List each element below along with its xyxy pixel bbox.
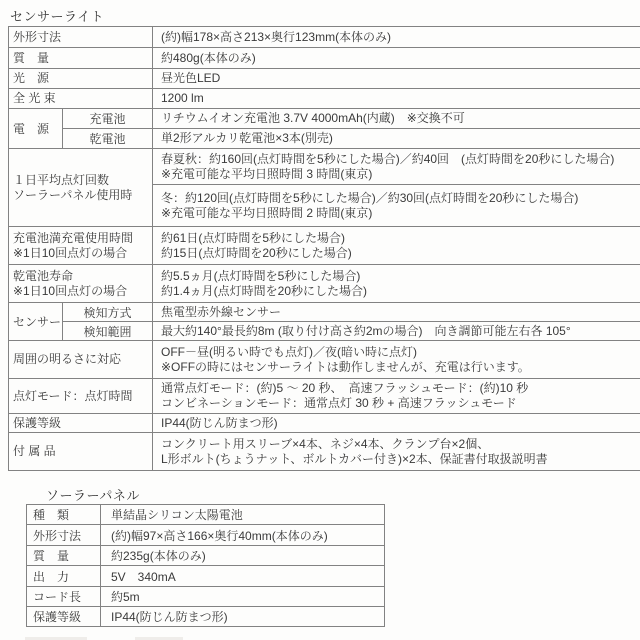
spec-label-text: 周囲の明るさに対応 — [13, 352, 122, 366]
spec-label-text: 質 量 — [33, 549, 70, 563]
spec-label — [9, 265, 153, 302]
spec-row-weight — [9, 48, 640, 69]
spec-row-protection-rating — [9, 414, 640, 433]
spec-value — [153, 265, 640, 302]
spec-label — [9, 149, 153, 226]
spec-label-text: 質 量 — [13, 50, 50, 65]
spec-value — [153, 48, 640, 68]
spec-value-line2: L形ボルト(ちょうナット、ボルトカバー付き)×2本、保証書付取扱説明書 — [161, 451, 548, 466]
solar-panel-spec-table — [26, 504, 385, 627]
spec-label — [27, 525, 101, 545]
solar-row-dimensions — [27, 525, 384, 546]
spec-label — [9, 89, 153, 108]
spec-label-text: センサー — [13, 315, 62, 329]
power-subrow-rechargeable — [63, 109, 640, 129]
spec-label-text: 外形寸法 — [13, 29, 62, 44]
spec-label — [27, 566, 101, 586]
solar-row-protection-rating — [27, 607, 384, 627]
solar-row-type — [27, 505, 384, 525]
spec-label — [9, 227, 153, 264]
spec-row-sensor — [9, 303, 640, 341]
spec-value — [153, 414, 640, 432]
spec-value — [101, 525, 384, 545]
spec-value-text: 単結晶シリコン太陽電池 — [111, 508, 243, 522]
spec-value — [101, 587, 384, 606]
spec-label — [9, 379, 153, 413]
spec-value-text: 約5m — [111, 590, 140, 604]
spec-value-text: 5V 340mA — [111, 569, 176, 584]
spec-row-full-charge-duration — [9, 227, 640, 265]
spec-value — [101, 566, 384, 586]
spec-value-line2: 約15日(点灯時間を20秒にした場合) — [161, 245, 352, 260]
spec-row-light-source — [9, 69, 640, 89]
power-subrows — [63, 109, 640, 148]
sensor-subrows — [63, 303, 640, 340]
spec-value — [153, 341, 640, 378]
spec-value-line1: 約61日(点灯時間を5秒にした場合) — [161, 230, 346, 245]
spec-value-line1: 春夏秋：約160回(点灯時間を5秒にした場合)／約40回 (点灯時間を20秒にした場合) — [161, 151, 615, 166]
spec-label — [9, 433, 153, 470]
spec-value — [153, 379, 640, 413]
spec-value-text: IP44(防じん防まつ形) — [111, 610, 228, 624]
solar-row-cord-length — [27, 587, 384, 607]
spec-value — [153, 227, 640, 264]
spec-value-line1: 冬：約120回(点灯時間を5秒にした場合)／約30回(点灯時間を20秒にした場合) — [161, 190, 579, 205]
spec-sublabel — [63, 129, 153, 148]
spec-label-text: 種 類 — [33, 508, 70, 522]
solar-row-weight — [27, 546, 384, 566]
spec-value-text: リチウムイオン充電池 3.7V 4000mAh(内蔵) ※交換不可 — [161, 111, 465, 125]
spec-value-text: IP44(防じん防まつ形) — [161, 415, 278, 430]
spec-value — [153, 69, 640, 88]
spec-label — [27, 587, 101, 606]
spec-row-dimensions — [9, 27, 640, 48]
spec-label-text: 点灯モード：点灯時間 — [13, 388, 133, 403]
spec-value-line2: コンビネーションモード：通常点灯 30 秒 + 高速フラッシュモード — [161, 396, 517, 410]
spec-value-line2: ※充電可能な平均日照時間 3 時間(東京) — [161, 166, 373, 181]
spec-value-line1: 約5.5ヵ月(点灯時間を5秒にした場合) — [161, 268, 361, 283]
spec-value-line2: 約1.4ヵ月(点灯時間を20秒にした場合) — [161, 283, 368, 298]
spec-sublabel-text: 充電池 — [89, 112, 126, 126]
spec-sublabel — [63, 109, 153, 128]
spec-sublabel — [63, 303, 153, 321]
spec-label-power — [9, 109, 63, 148]
spec-label-text: 外形寸法 — [33, 528, 82, 543]
spec-value — [153, 303, 640, 321]
spec-value — [101, 505, 384, 524]
spec-label — [9, 414, 153, 432]
power-subrow-dry-battery — [63, 129, 640, 148]
spec-row-daily-count — [9, 149, 640, 227]
spec-label-line1: １日平均点灯回数 — [13, 172, 110, 187]
spec-sublabel-text: 検知範囲 — [83, 324, 132, 339]
spec-label-text: 全 光 束 — [13, 91, 56, 105]
spec-label-text: 保護等級 — [33, 610, 82, 624]
spec-value — [153, 27, 640, 47]
spec-label-text: 付 属 品 — [13, 444, 56, 458]
spec-sublabel-text: 乾電池 — [89, 132, 126, 146]
spec-label-line1: 充電池満充電使用時間 — [13, 230, 134, 245]
spec-value — [153, 109, 640, 128]
spec-label-sensor — [9, 303, 63, 340]
spec-label — [27, 546, 101, 565]
spec-label-text: 保護等級 — [13, 415, 62, 430]
spec-label — [9, 27, 153, 47]
spec-value-text: 単2形アルカリ乾電池×3本(別売) — [161, 131, 333, 145]
spec-value-text: 約480g(本体のみ) — [161, 50, 256, 65]
spec-value-text: (約)幅97×高さ166×奥行40mm(本体のみ) — [111, 528, 328, 543]
daily-count-winter — [153, 185, 640, 226]
spec-value-text: 昼光色LED — [161, 71, 221, 85]
spec-label — [9, 341, 153, 378]
spec-label — [27, 505, 101, 524]
spec-value-text: 約235g(本体のみ) — [111, 549, 206, 563]
spec-value — [153, 433, 640, 470]
spec-label — [27, 607, 101, 626]
spec-value-line1: コンクリート用スリーブ×4本、ネジ×4本、クランプ台×2個、 — [161, 436, 490, 451]
spec-value — [153, 89, 640, 108]
spec-label-line2: ソーラーパネル使用時 — [13, 187, 133, 202]
spec-value — [101, 607, 384, 626]
sensor-subrow-range — [63, 322, 640, 340]
spec-value-text: (約)幅178×高さ213×奥行123mm(本体のみ) — [161, 29, 392, 44]
spec-value — [153, 322, 640, 340]
spec-value-line1: 通常点灯モード：(約)5 ～ 20 秒、 高速フラッシュモード：(約)10 秒 — [161, 381, 529, 395]
spec-value-line2: ※充電可能な平均日照時間 2 時間(東京) — [161, 205, 373, 220]
spec-label — [9, 69, 153, 88]
sensor-light-spec-table — [8, 26, 640, 471]
sensor-light-section-title: センサーライト — [10, 9, 105, 24]
spec-value — [101, 546, 384, 565]
spec-value — [153, 129, 640, 148]
spec-row-luminous-flux — [9, 89, 640, 109]
spec-value-text: 最大約140°最長約8m (取り付け高さ約2mの場合) 向き調節可能左右各 105° — [161, 323, 571, 338]
spec-sublabel — [63, 322, 153, 340]
spec-row-accessories — [9, 433, 640, 471]
spec-row-dry-battery-life — [9, 265, 640, 303]
spec-label-line2: ※1日10回点灯の場合 — [13, 283, 128, 298]
spec-label-line1: 乾電池寿命 — [13, 268, 74, 283]
spec-sublabel-text: 検知方式 — [83, 305, 132, 320]
spec-label — [9, 48, 153, 68]
sensor-subrow-method — [63, 303, 640, 322]
spec-label-text: コード長 — [33, 590, 82, 604]
spec-value-text: 1200 lm — [161, 91, 204, 105]
solar-panel-section-title: ソーラーパネル — [46, 488, 140, 503]
spec-row-lighting-mode — [9, 379, 640, 414]
spec-label-text: 光 源 — [13, 71, 50, 85]
spec-value-text: 焦電型赤外線センサー — [161, 304, 282, 319]
daily-count-cells — [153, 149, 640, 226]
spec-label-line2: ※1日10回点灯の場合 — [13, 245, 128, 260]
spec-label-text: 電 源 — [13, 122, 50, 136]
spec-value-line2: ※OFFの時にはセンサーライトは動作しませんが、充電は行います。 — [161, 359, 530, 374]
spec-row-ambient-brightness — [9, 341, 640, 379]
spec-label-text: 出 力 — [33, 569, 70, 584]
spec-value-line1: OFF－昼(明るい時でも点灯)／夜(暗い時に点灯) — [161, 344, 417, 359]
solar-row-output — [27, 566, 384, 587]
daily-count-spring-summer-autumn — [153, 149, 640, 185]
spec-row-power — [9, 109, 640, 149]
